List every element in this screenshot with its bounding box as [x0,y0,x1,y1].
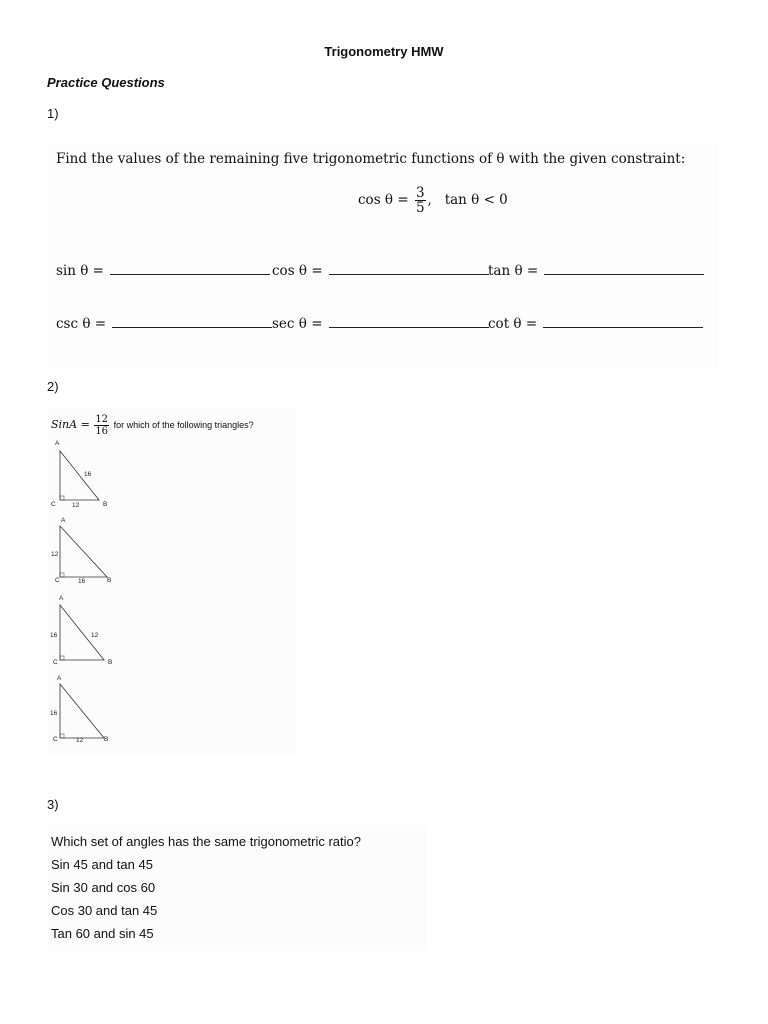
fraction-denominator: 16 [95,426,109,437]
triangle-shape [60,526,107,577]
answer-blank[interactable] [544,262,704,275]
answer-csc [56,315,272,332]
answer-blank[interactable] [543,315,703,328]
answer-label: tan θ = [488,263,539,279]
vertex-label: A [61,517,66,524]
triangle-shape [60,451,99,500]
answer-label: csc θ = [56,316,107,332]
answer-label: cos θ = [272,263,323,279]
fraction-numerator: 12 [95,414,109,425]
answer-sin [56,262,272,279]
question-3 [47,825,427,951]
question-3-number: 3) [47,797,59,812]
answer-option[interactable]: Sin 45 and tan 45 [51,857,153,872]
triangle-option-2[interactable] [51,517,111,585]
side-label: 12 [51,551,59,558]
right-angle-mark [60,496,64,500]
vertex-label: B [108,659,113,666]
answer-blank[interactable] [112,315,272,328]
question-2 [47,408,297,753]
side-label: 12 [76,737,84,744]
triangle-option-1[interactable] [51,440,107,509]
fraction-denominator: 5 [415,200,425,216]
answer-label: sec θ = [272,316,323,332]
answer-blank[interactable] [110,262,270,275]
answer-label: sin θ = [56,263,104,279]
answer-sec [272,315,488,332]
vertex-label: A [55,440,60,447]
answer-blank[interactable] [329,315,489,328]
answer-tan [488,262,704,279]
answer-option[interactable]: Tan 60 and sin 45 [51,926,154,941]
vertex-label: A [59,595,64,602]
answer-option[interactable]: Sin 30 and cos 60 [51,880,156,895]
vertex-label: A [57,675,62,682]
answer-option[interactable]: Cos 30 and tan 45 [51,903,158,918]
answer-row-1 [56,262,704,279]
answer-label: cot θ = [488,316,538,332]
vertex-label: C [55,577,60,584]
side-label: 16 [78,578,86,585]
fraction-numerator: 3 [415,185,425,201]
side-label: 16 [50,632,58,639]
answer-cos [272,262,488,279]
right-angle-mark [60,573,64,577]
vertex-label: C [51,501,56,508]
question-1-constraint [358,186,508,215]
prompt-text: for which of the following triangles? [113,419,254,430]
question-1 [47,142,719,368]
answer-blank[interactable] [329,262,489,275]
right-angle-mark [60,734,64,738]
vertex-label: B [104,736,109,743]
prompt-variable: SinA = [51,417,90,431]
side-label: 12 [91,632,99,639]
constraint-lhs: cos θ = [358,192,409,208]
document-title: Trigonometry HMW [324,44,444,59]
side-label: 12 [72,502,80,509]
triangle-option-4[interactable] [50,675,108,744]
constraint-condition: tan θ < 0 [444,192,508,208]
question-1-number: 1) [47,106,59,121]
section-heading: Practice Questions [47,75,165,90]
vertex-label: C [53,659,58,666]
side-label: 16 [84,471,92,478]
answer-row-2 [56,315,704,332]
question-3-prompt: Which set of angles has the same trigonometric ratio? [51,834,361,849]
vertex-label: C [53,736,58,743]
vertex-label: B [107,577,112,584]
vertex-label: B [103,501,108,508]
triangle-shape [60,684,104,738]
right-angle-mark [60,656,64,660]
constraint-fraction [415,186,426,215]
question-2-number: 2) [47,379,59,394]
side-label: 16 [50,710,58,717]
triangle-figures [47,408,297,753]
triangle-option-3[interactable] [50,595,112,666]
question-1-prompt: Find the values of the remaining five trigonometric functions of θ with the given constraint: [56,151,686,167]
answer-cot [488,315,704,332]
constraint-comma: , [427,192,432,208]
